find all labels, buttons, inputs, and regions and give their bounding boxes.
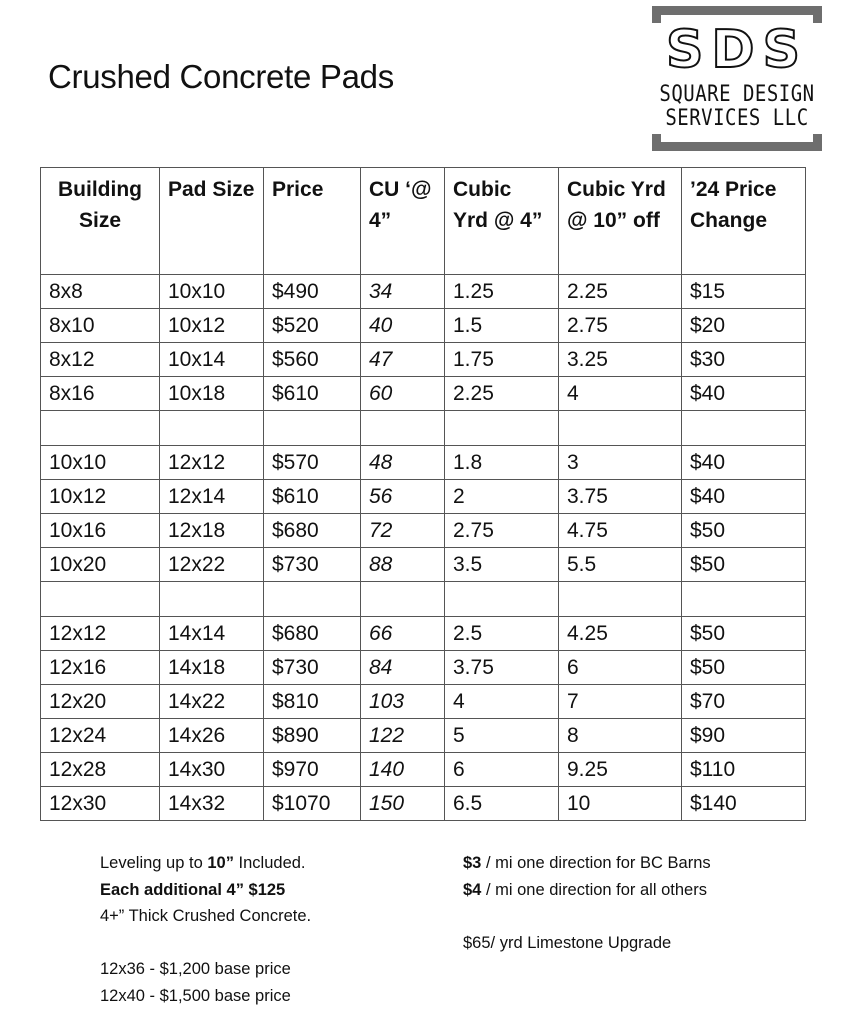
header-pad-size: Pad Size (160, 168, 264, 275)
cell-pad-size: 14x26 (160, 719, 264, 753)
delivery-rate-others (463, 877, 711, 904)
cell-cu-at-4: 72 (361, 514, 445, 548)
cell-price-change-24: $140 (682, 787, 806, 821)
leveling-note (100, 850, 311, 877)
cell-cubic-yrd-at-10-off: 8 (559, 719, 682, 753)
cell-cubic-yrd-at-4: 6.5 (445, 787, 559, 821)
cell-building-size: 8x10 (41, 309, 160, 343)
cell-cu-at-4: 40 (361, 309, 445, 343)
cell-price: $730 (264, 651, 361, 685)
cell-price-change-24: $20 (682, 309, 806, 343)
delivery-rate-bc-barns (463, 850, 711, 877)
header-cubic-yrd-at-10-off: Cubic Yrd @ 10” off (559, 168, 682, 275)
empty-cell (41, 411, 160, 446)
logo-name-line1: SQUARE DESIGN (659, 81, 815, 107)
cell-cu-at-4: 47 (361, 343, 445, 377)
cell-cubic-yrd-at-10-off: 4.25 (559, 617, 682, 651)
thickness-note: 4+” Thick Crushed Concrete. (100, 907, 312, 925)
table-header-row (41, 168, 806, 275)
cell-price: $570 (264, 446, 361, 480)
cell-cubic-yrd-at-10-off: 3.25 (559, 343, 682, 377)
cell-cubic-yrd-at-10-off: 6 (559, 651, 682, 685)
cell-pad-size: 14x14 (160, 617, 264, 651)
cell-building-size: 10x10 (41, 446, 160, 480)
cell-building-size: 8x8 (41, 275, 160, 309)
cell-cu-at-4: 84 (361, 651, 445, 685)
header-24-price-change: ’24 Price Change (682, 168, 806, 275)
cell-pad-size: 14x18 (160, 651, 264, 685)
cell-cubic-yrd-at-10-off: 5.5 (559, 548, 682, 582)
empty-cell (41, 582, 160, 617)
cell-price: $810 (264, 685, 361, 719)
empty-cell (559, 582, 682, 617)
empty-cell (682, 582, 806, 617)
additional-depth-text: Each additional 4” $125 (100, 880, 286, 899)
cell-building-size: 10x12 (41, 480, 160, 514)
cell-cu-at-4: 122 (361, 719, 445, 753)
cell-cubic-yrd-at-10-off: 10 (559, 787, 682, 821)
cell-building-size: 10x20 (41, 548, 160, 582)
additional-depth-note (100, 877, 311, 904)
cell-cu-at-4: 48 (361, 446, 445, 480)
logo-monogram: SDS (665, 20, 809, 80)
cell-cubic-yrd-at-10-off: 2.25 (559, 275, 682, 309)
cell-cubic-yrd-at-4: 5 (445, 719, 559, 753)
cell-pad-size: 10x12 (160, 309, 264, 343)
cell-building-size: 10x16 (41, 514, 160, 548)
cell-price-change-24: $50 (682, 617, 806, 651)
cell-cubic-yrd-at-4: 2.25 (445, 377, 559, 411)
cell-cubic-yrd-at-10-off: 9.25 (559, 753, 682, 787)
notes-left (100, 850, 311, 1009)
cell-cubic-yrd-at-10-off: 4.75 (559, 514, 682, 548)
cell-price: $490 (264, 275, 361, 309)
cell-building-size: 12x24 (41, 719, 160, 753)
cell-cu-at-4: 34 (361, 275, 445, 309)
table-row (41, 275, 806, 309)
delivery-rate-others-amount: $4 (463, 880, 482, 899)
cell-pad-size: 10x14 (160, 343, 264, 377)
pricing-table (40, 167, 806, 821)
header-cu-at-4: CU ‘@ 4” (361, 168, 445, 275)
delivery-rate-bc-amount: $3 (463, 854, 482, 872)
cell-price-change-24: $90 (682, 719, 806, 753)
cell-price: $680 (264, 617, 361, 651)
cell-cu-at-4: 60 (361, 377, 445, 411)
cell-price-change-24: $50 (682, 514, 806, 548)
cell-building-size: 12x12 (41, 617, 160, 651)
cell-pad-size: 14x22 (160, 685, 264, 719)
logo-bracket-corner (813, 134, 822, 151)
empty-cell (559, 411, 682, 446)
cell-cubic-yrd-at-4: 1.25 (445, 275, 559, 309)
cell-price: $730 (264, 548, 361, 582)
header-cubic-yrd-at-4: Cubic Yrd @ 4” (445, 168, 559, 275)
cell-price: $890 (264, 719, 361, 753)
notes-spacer (463, 903, 711, 930)
cell-cubic-yrd-at-4: 2 (445, 480, 559, 514)
cell-price: $610 (264, 377, 361, 411)
cell-cubic-yrd-at-4: 4 (445, 685, 559, 719)
cell-cubic-yrd-at-10-off: 2.75 (559, 309, 682, 343)
cell-price-change-24: $40 (682, 480, 806, 514)
cell-building-size: 12x20 (41, 685, 160, 719)
cell-price: $680 (264, 514, 361, 548)
table-row (41, 753, 806, 787)
cell-cubic-yrd-at-4: 1.5 (445, 309, 559, 343)
cell-price-change-24: $40 (682, 446, 806, 480)
cell-cubic-yrd-at-10-off: 3.75 (559, 480, 682, 514)
cell-cu-at-4: 66 (361, 617, 445, 651)
cell-price-change-24: $110 (682, 753, 806, 787)
cell-pad-size: 10x10 (160, 275, 264, 309)
cell-cubic-yrd-at-4: 6 (445, 753, 559, 787)
table-row (41, 377, 806, 411)
table-row (41, 548, 806, 582)
cell-pad-size: 12x18 (160, 514, 264, 548)
cell-cubic-yrd-at-10-off: 4 (559, 377, 682, 411)
notes-right (463, 850, 711, 956)
cell-pad-size: 12x14 (160, 480, 264, 514)
logo-name-line2: SERVICES LLC (665, 105, 809, 131)
table-row (41, 309, 806, 343)
empty-cell (445, 411, 559, 446)
cell-cubic-yrd-at-10-off: 7 (559, 685, 682, 719)
delivery-rate-others-text: / mi one direction for all others (481, 880, 707, 899)
cell-pad-size: 12x12 (160, 446, 264, 480)
table-row (41, 343, 806, 377)
company-logo (652, 6, 822, 151)
cell-price: $970 (264, 753, 361, 787)
cell-cu-at-4: 88 (361, 548, 445, 582)
cell-cu-at-4: 56 (361, 480, 445, 514)
cell-building-size: 8x12 (41, 343, 160, 377)
logo-bracket-corner (652, 134, 661, 151)
base-price-12x40: 12x40 - $1,500 base price (100, 986, 291, 1005)
cell-price: $610 (264, 480, 361, 514)
cell-cubic-yrd-at-4: 1.8 (445, 446, 559, 480)
cell-cubic-yrd-at-4: 2.75 (445, 514, 559, 548)
header-price: Price (264, 168, 361, 275)
cell-cu-at-4: 103 (361, 685, 445, 719)
empty-cell (160, 582, 264, 617)
cell-price: $1070 (264, 787, 361, 821)
table-body (41, 275, 806, 821)
table-row (41, 446, 806, 480)
cell-building-size: 12x16 (41, 651, 160, 685)
delivery-rate-bc-text: / mi one direction for BC Barns (481, 854, 711, 872)
table-row (41, 480, 806, 514)
cell-price: $560 (264, 343, 361, 377)
empty-cell (264, 411, 361, 446)
table-row (41, 651, 806, 685)
empty-cell (445, 582, 559, 617)
leveling-suffix: Included. (233, 854, 306, 872)
cell-price-change-24: $70 (682, 685, 806, 719)
cell-price-change-24: $50 (682, 651, 806, 685)
empty-cell (361, 411, 445, 446)
cell-pad-size: 14x32 (160, 787, 264, 821)
leveling-depth: 10” (207, 854, 234, 872)
table-spacer-row (41, 582, 806, 617)
empty-cell (361, 582, 445, 617)
limestone-upgrade: $65/ yrd Limestone Upgrade (463, 933, 672, 952)
cell-cubic-yrd-at-4: 1.75 (445, 343, 559, 377)
cell-pad-size: 14x30 (160, 753, 264, 787)
table-row (41, 617, 806, 651)
empty-cell (160, 411, 264, 446)
cell-price-change-24: $40 (682, 377, 806, 411)
cell-pad-size: 10x18 (160, 377, 264, 411)
logo-bracket-bottom (652, 142, 822, 151)
table-row (41, 787, 806, 821)
cell-cubic-yrd-at-10-off: 3 (559, 446, 682, 480)
page-title: Crushed Concrete Pads (48, 58, 394, 95)
header-building-size: Building Size (41, 168, 160, 275)
table-row (41, 685, 806, 719)
cell-cu-at-4: 150 (361, 787, 445, 821)
table-spacer-row (41, 411, 806, 446)
logo-bracket-top (652, 6, 822, 15)
cell-price: $520 (264, 309, 361, 343)
empty-cell (682, 411, 806, 446)
cell-price-change-24: $50 (682, 548, 806, 582)
cell-pad-size: 12x22 (160, 548, 264, 582)
cell-price-change-24: $15 (682, 275, 806, 309)
table-row (41, 514, 806, 548)
notes-spacer (100, 930, 311, 957)
leveling-prefix: Leveling up to (100, 854, 208, 872)
cell-price-change-24: $30 (682, 343, 806, 377)
cell-cubic-yrd-at-4: 3.75 (445, 651, 559, 685)
empty-cell (264, 582, 361, 617)
cell-cubic-yrd-at-4: 2.5 (445, 617, 559, 651)
cell-building-size: 12x28 (41, 753, 160, 787)
cell-building-size: 8x16 (41, 377, 160, 411)
cell-cu-at-4: 140 (361, 753, 445, 787)
cell-cubic-yrd-at-4: 3.5 (445, 548, 559, 582)
table-row (41, 719, 806, 753)
base-price-12x36: 12x36 - $1,200 base price (100, 960, 291, 978)
cell-building-size: 12x30 (41, 787, 160, 821)
